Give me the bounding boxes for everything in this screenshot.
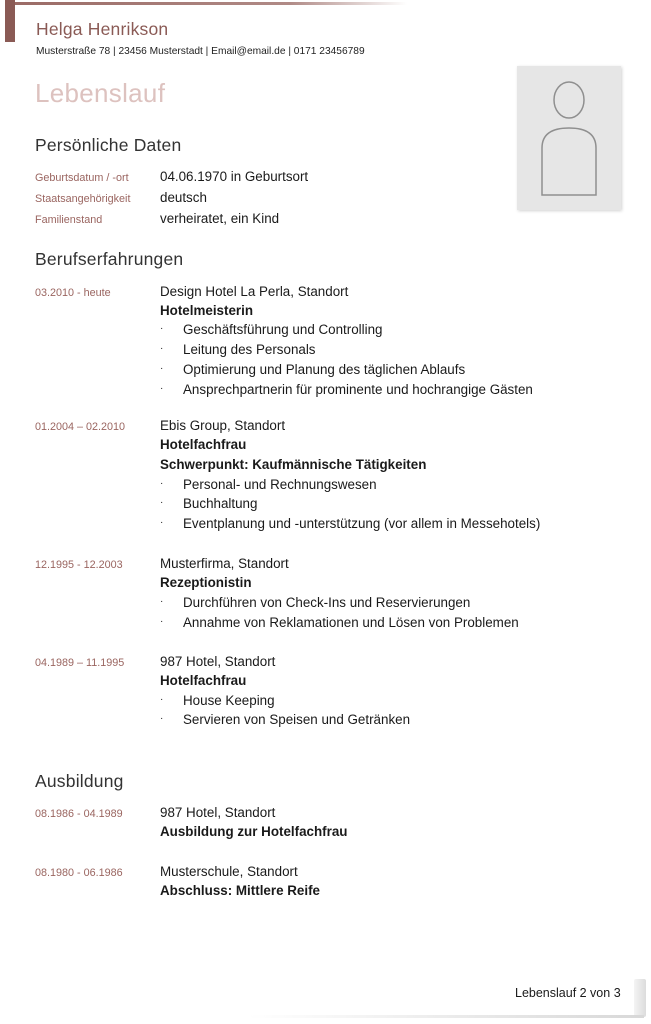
experience-bullet: · Buchhaltung <box>160 496 258 511</box>
bullet-icon: · <box>160 694 164 705</box>
page-curl-edge <box>634 979 646 1017</box>
section-heading-personal: Persönliche Daten <box>35 135 182 155</box>
experience-bullet: · Durchführen von Check-Ins und Reservierungen <box>160 595 471 610</box>
contact-line: Musterstraße 78 | 23456 Musterstadt | Email@email.de | 0171 23456789 <box>36 46 365 57</box>
experience-date: 01.2004 – 02.2010 <box>35 421 126 433</box>
education-date: 08.1980 - 06.1986 <box>35 867 123 879</box>
experience-title: Hotelfachfrau <box>160 673 247 688</box>
experience-bullet: · House Keeping <box>160 693 275 708</box>
section-heading-experience: Berufserfahrungen <box>35 249 184 269</box>
education-date: 08.1986 - 04.1989 <box>35 808 123 820</box>
document-title: Lebenslauf <box>35 78 166 108</box>
experience-title: Hotelfachfrau <box>160 437 247 452</box>
experience-focus: Schwerpunkt: Kaufmännische Tätigkeiten <box>160 457 427 472</box>
experience-bullet: · Geschäftsführung und Controlling <box>160 322 383 337</box>
photo-placeholder <box>517 66 621 210</box>
experience-bullet: · Eventplanung und -unterstützung (vor allem in Messehotels) <box>160 516 541 531</box>
experience-bullet: · Annahme von Reklamationen und Lösen von Problemen <box>160 615 519 630</box>
education-place: 987 Hotel, Standort <box>160 805 276 820</box>
experience-date: 03.2010 - heute <box>35 287 111 299</box>
bullet-icon: · <box>160 497 164 508</box>
section-heading-education: Ausbildung <box>35 771 124 791</box>
label-nationality: Staatsangehörigkeit <box>35 193 131 205</box>
page-number: Lebenslauf 2 von 3 <box>515 986 621 1000</box>
bullet-icon: · <box>160 713 164 724</box>
value-family: verheiratet, ein Kind <box>160 211 280 226</box>
experience-date: 12.1995 - 12.2003 <box>35 559 123 571</box>
bullet-icon: · <box>160 596 164 607</box>
label-birth: Geburtsdatum / -ort <box>35 172 129 184</box>
experience-bullet: · Servieren von Speisen und Getränken <box>160 712 411 727</box>
bullet-icon: · <box>160 323 164 334</box>
experience-bullet: · Leitung des Personals <box>160 342 316 357</box>
bullet-icon: · <box>160 383 164 394</box>
experience-company: Musterfirma, Standort <box>160 556 289 571</box>
page-bottom-shadow <box>248 1015 644 1018</box>
header-accent-bar <box>5 0 15 42</box>
experience-title: Hotelmeisterin <box>160 303 254 318</box>
experience-bullet: · Personal- und Rechnungswesen <box>160 477 377 492</box>
applicant-name: Helga Henrikson <box>36 19 169 39</box>
education-place: Musterschule, Standort <box>160 864 298 879</box>
experience-date: 04.1989 – 11.1995 <box>35 657 125 669</box>
header-rule <box>15 2 407 5</box>
bullet-icon: · <box>160 478 164 489</box>
experience-company: Design Hotel La Perla, Standort <box>160 284 349 299</box>
experience-title: Rezeptionistin <box>160 575 252 590</box>
experience-bullet: · Ansprechpartnerin für prominente und hochrangige Gästen <box>160 382 533 397</box>
bullet-icon: · <box>160 343 164 354</box>
value-nationality: deutsch <box>160 190 207 205</box>
education-title: Ausbildung zur Hotelfachfrau <box>160 824 348 839</box>
bullet-icon: · <box>160 616 164 627</box>
experience-company: 987 Hotel, Standort <box>160 654 276 669</box>
label-family: Familienstand <box>35 214 103 226</box>
experience-company: Ebis Group, Standort <box>160 418 286 433</box>
person-silhouette-icon <box>517 66 621 210</box>
bullet-icon: · <box>160 517 164 528</box>
bullet-icon: · <box>160 363 164 374</box>
education-title: Abschluss: Mittlere Reife <box>160 883 320 898</box>
experience-bullet: · Optimierung und Planung des täglichen Ablaufs <box>160 362 466 377</box>
value-birth: 04.06.1970 in Geburtsort <box>160 169 309 184</box>
